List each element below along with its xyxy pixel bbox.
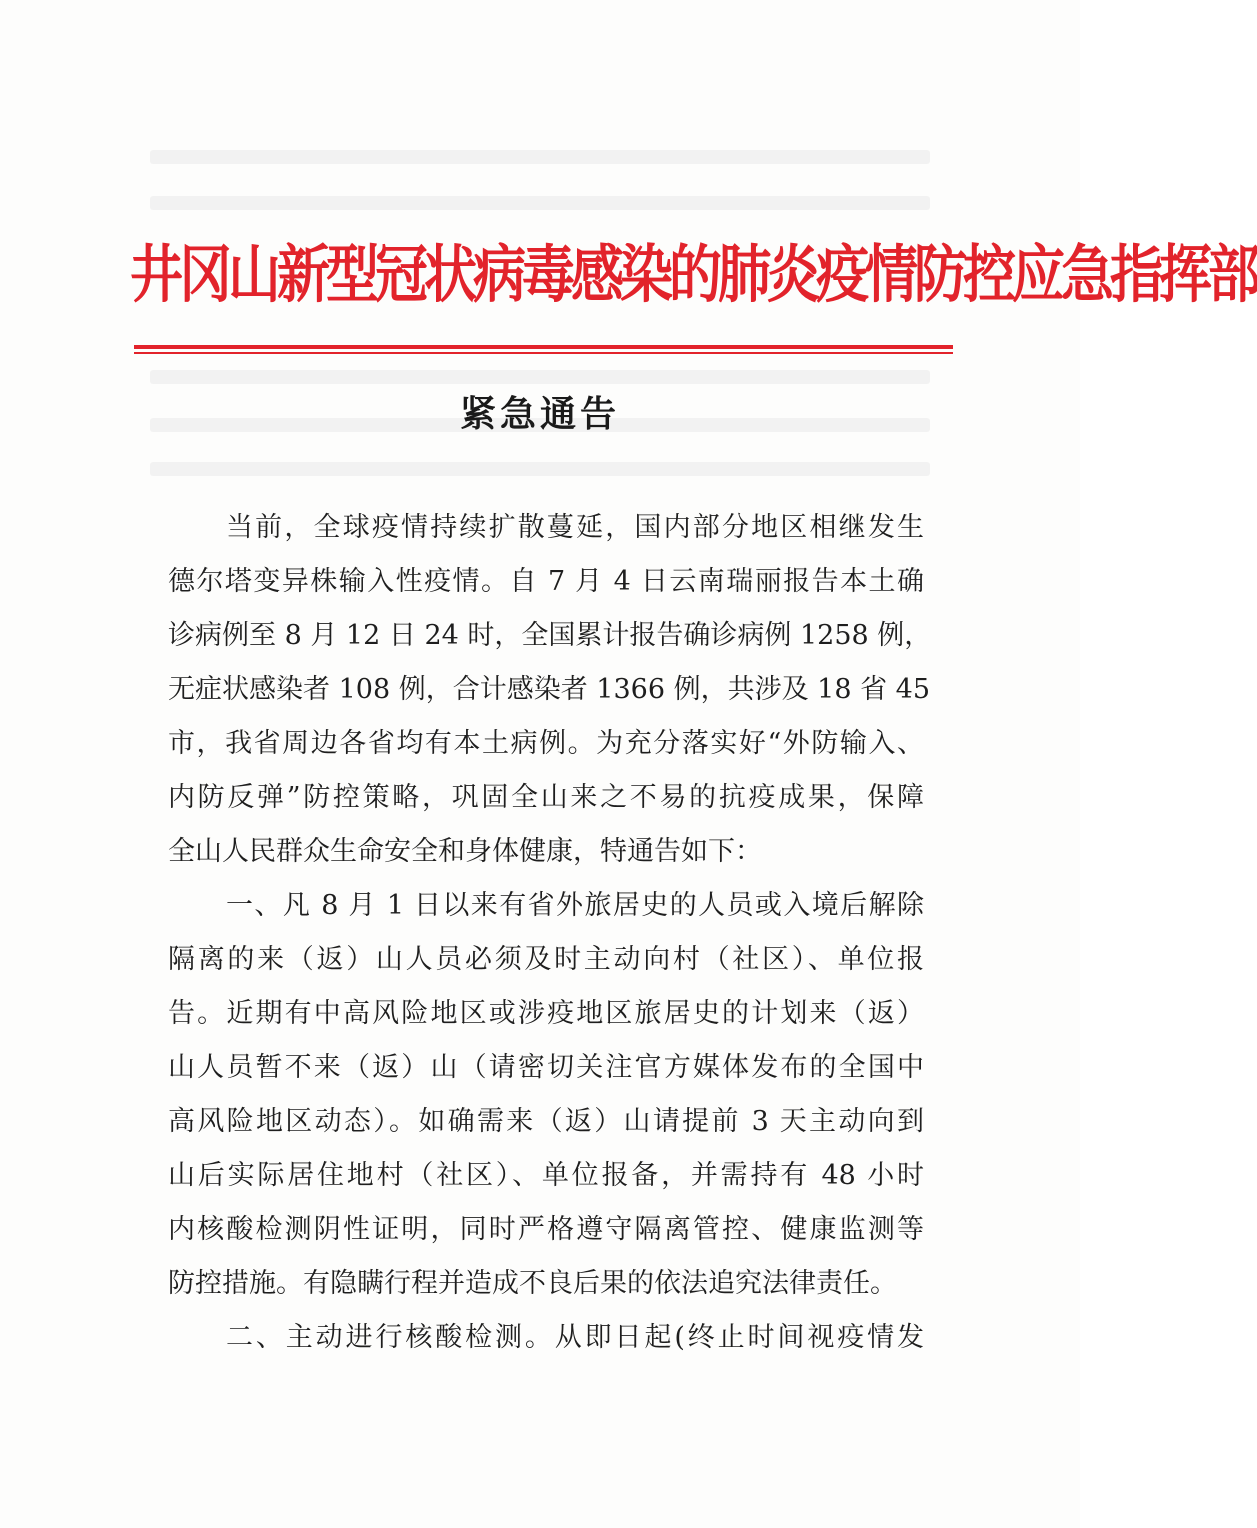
show-through-text <box>150 196 930 210</box>
body-line: 山后实际居住地村（社区）、单位报备，并需持有 48 小时 <box>168 1160 924 1191</box>
body-line: 隔离的来（返）山人员必须及时主动向村（社区）、单位报 <box>168 944 924 975</box>
body-line: 当前，全球疫情持续扩散蔓延，国内部分地区相继发生 <box>226 512 924 543</box>
body-line: 全山人民群众生命安全和身体健康，特通告如下： <box>168 836 762 867</box>
body-line: 防控措施。有隐瞒行程并造成不良后果的依法追究法律责任。 <box>168 1268 897 1299</box>
body-line: 无症状感染者 108 例，合计感染者 1366 例，共涉及 18 省 45 <box>168 674 931 705</box>
body-line: 山人员暂不来（返）山（请密切关注官方媒体发布的全国中 <box>168 1052 924 1083</box>
body-line: 二、主动进行核酸检测。从即日起(终止时间视疫情发 <box>226 1322 924 1353</box>
header-rule-thin <box>134 352 953 354</box>
body-line: 内核酸检测阴性证明，同时严格遵守隔离管控、健康监测等 <box>168 1214 924 1245</box>
body-line: 诊病例至 8 月 12 日 24 时，全国累计报告确诊病例 1258 例， <box>168 620 932 651</box>
body-line: 市，我省周边各省均有本土病例。为充分落实好“外防输入、 <box>168 728 924 759</box>
show-through-text <box>150 150 930 164</box>
body-line: 告。近期有中高风险地区或涉疫地区旅居史的计划来（返） <box>168 998 924 1029</box>
body-line: 德尔塔变异株输入性疫情。自 7 月 4 日云南瑞丽报告本土确 <box>168 566 924 597</box>
notice-title: 紧急通告 <box>459 393 620 435</box>
show-through-text <box>150 370 930 384</box>
issuer-header: 井冈山新型冠状病毒感染的肺炎疫情防控应急指挥部 <box>130 238 1257 312</box>
show-through-text <box>150 462 930 476</box>
header-rule-thick <box>134 345 953 349</box>
body-line: 内防反弹”防控策略，巩固全山来之不易的抗疫成果，保障 <box>168 782 924 813</box>
notice-body <box>168 501 932 1365</box>
body-line: 一、凡 8 月 1 日以来有省外旅居史的人员或入境后解除 <box>226 890 924 921</box>
body-line: 高风险地区动态）。如确需来（返）山请提前 3 天主动向到 <box>168 1106 924 1137</box>
